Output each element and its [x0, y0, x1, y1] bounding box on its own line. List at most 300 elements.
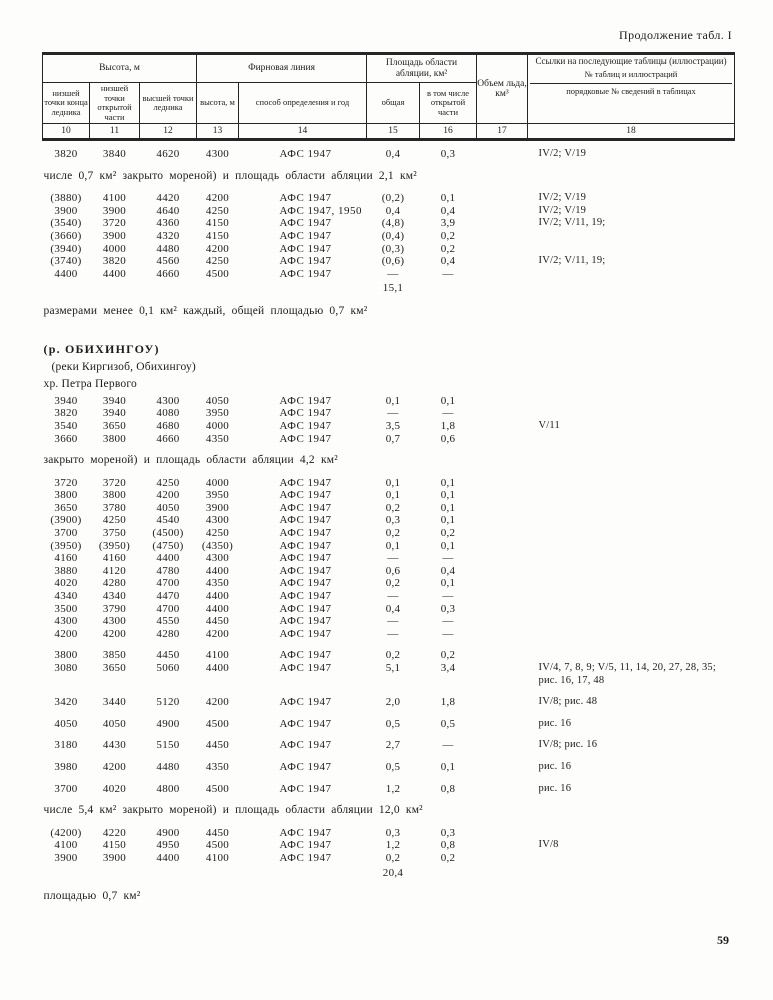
- subheader-firn-height: высота, м: [197, 83, 239, 124]
- cell-col11: 3720: [102, 217, 127, 230]
- cell-col13: 3900: [205, 501, 230, 514]
- cell-col16: 0,1: [440, 760, 456, 773]
- cell-col10: 3820: [54, 148, 78, 160]
- cell-col18: [528, 395, 735, 408]
- cell-col14: АФС 1947: [279, 627, 332, 640]
- cell-col14: АФС 1947: [279, 615, 332, 628]
- cell-col14: АФС 1947: [279, 432, 332, 445]
- cell-col17: [477, 395, 528, 408]
- cell-col12: 5060: [156, 662, 180, 674]
- spacer: [43, 709, 735, 718]
- cell-col14: АФС 1947: [279, 839, 332, 852]
- subheader-method-year: способ определения и год: [239, 83, 367, 124]
- cell-col11: 3900: [102, 851, 127, 864]
- cell-col12: 4480: [156, 760, 180, 773]
- section-subheading: [43, 359, 735, 377]
- cell-col13: 3950: [205, 489, 230, 502]
- spacer-row: [43, 730, 735, 739]
- table-row: [43, 205, 735, 218]
- cell-col18: [528, 407, 735, 420]
- cell-empty: [140, 280, 197, 296]
- cell-col14: АФС 1947: [279, 602, 332, 615]
- cell-col12: 4700: [156, 577, 180, 590]
- section-subheading: (реки Киргизоб, Обихингоу): [51, 360, 196, 373]
- cell-col15: 1,2: [385, 782, 401, 795]
- header-group-firn-line: Фирновая линия: [197, 54, 367, 83]
- cell-empty: [197, 865, 239, 881]
- cell-col18: IV/4, 7, 8, 9; V/5, 11, 14, 20, 27, 28, 35; рис. 16, 17, 48: [538, 662, 716, 686]
- table-row: [43, 192, 735, 205]
- cell-col10: 3500: [54, 602, 78, 615]
- table-body: [43, 140, 735, 913]
- cell-col15: 0,2: [385, 577, 401, 590]
- cell-col16: —: [442, 552, 454, 565]
- cell-col11: 3750: [102, 527, 127, 540]
- cell-col12: 4680: [156, 419, 180, 432]
- spacer: [43, 687, 735, 696]
- cell-col14: АФС 1947: [279, 851, 332, 864]
- table-row: [43, 243, 735, 256]
- spacer-row: [43, 640, 735, 649]
- cell-col11: 4430: [102, 739, 127, 752]
- cell-col15: 0,1: [385, 476, 401, 489]
- cell-col12: 4900: [156, 717, 180, 730]
- cell-col16: 0,1: [440, 192, 456, 205]
- cell-col10: 3540: [54, 419, 78, 432]
- column-number-15: 15: [367, 124, 420, 140]
- cell-col11: 4400: [102, 267, 127, 280]
- cell-col17: [477, 502, 528, 515]
- spacer: [43, 140, 735, 149]
- cell-col12: 4660: [156, 432, 180, 445]
- references-title: Ссылки на последующие таблицы (иллюстрации): [535, 56, 727, 66]
- cell-col15: 0,2: [385, 501, 401, 514]
- cell-col16: —: [442, 739, 454, 752]
- table-row: [43, 839, 735, 852]
- ridge-label: [43, 376, 735, 395]
- cell-col16: 0,4: [440, 204, 456, 217]
- cell-col18: [528, 514, 735, 527]
- cell-col14: АФС 1947: [279, 826, 332, 839]
- cell-col14: АФС 1947: [279, 267, 332, 280]
- cell-col18: [528, 603, 735, 616]
- cell-col10: (4200): [50, 826, 82, 839]
- column-number-13: 13: [197, 124, 239, 140]
- cell-col17: [477, 603, 528, 616]
- cell-col13: 4350: [205, 577, 230, 590]
- cell-col10: 3720: [54, 476, 78, 489]
- cell-col11: 3800: [102, 489, 127, 502]
- table-row: [43, 540, 735, 553]
- cell-col14: АФС 1947: [279, 242, 332, 255]
- cell-col17: [477, 540, 528, 553]
- cell-col14: АФС 1947: [279, 696, 332, 709]
- sum-value: 15,1: [382, 282, 404, 295]
- cell-col11: 4250: [102, 514, 127, 527]
- cell-col16: 0,8: [440, 782, 456, 795]
- cell-col16: 0,6: [440, 432, 456, 445]
- cell-col11: 3780: [102, 501, 127, 514]
- cell-col13: 4050: [205, 394, 230, 407]
- cell-col15: 0,2: [385, 851, 401, 864]
- cell-col12: 5120: [156, 696, 180, 709]
- cell-col15: 0,1: [385, 489, 401, 502]
- cell-empty: [239, 865, 367, 881]
- cell-col10: 3420: [54, 696, 78, 709]
- cell-col18: IV/2; V/19: [538, 148, 587, 159]
- cell-col16: —: [442, 267, 454, 280]
- cell-col11: 4200: [102, 760, 127, 773]
- table-row: [43, 489, 735, 502]
- cell-col13: 4500: [205, 267, 230, 280]
- cell-col18: [528, 628, 735, 641]
- cell-col11: 3440: [102, 696, 127, 709]
- cell-col13: 4300: [205, 552, 230, 565]
- cell-col12: 5150: [156, 739, 180, 752]
- cell-col11: 3940: [102, 407, 127, 420]
- cell-col12: 4470: [156, 590, 180, 603]
- cell-col10: 4400: [54, 267, 78, 280]
- spacer: [43, 730, 735, 739]
- cell-col10: (3950): [50, 539, 82, 552]
- cell-col12: 4780: [156, 564, 180, 577]
- cell-col14: АФС 1947: [279, 217, 332, 230]
- column-number-10: 10: [43, 124, 90, 140]
- cell-col12: 4400: [156, 851, 180, 864]
- cell-col13: 4150: [205, 229, 230, 242]
- note-text: числе 5,4 км² закрыто мореной) и площадь области абляции 12,0 км²: [43, 804, 423, 817]
- table-row: [43, 649, 735, 662]
- cell-col10: 4300: [54, 615, 78, 628]
- spacer-row: [43, 774, 735, 783]
- note-text: [43, 445, 735, 477]
- cell-col10: (3880): [50, 192, 82, 205]
- cell-col17: [477, 718, 528, 731]
- cell-col17: [477, 217, 528, 230]
- cell-col15: (0,3): [381, 242, 405, 255]
- cell-col14: АФС 1947: [279, 552, 332, 565]
- cell-col10: 3880: [54, 564, 78, 577]
- cell-col17: [477, 514, 528, 527]
- cell-col14: АФС 1947: [279, 192, 332, 205]
- cell-col15: 0,7: [385, 432, 401, 445]
- cell-empty: [528, 280, 735, 296]
- cell-col18: [528, 540, 735, 553]
- cell-col14: АФС 1947: [279, 739, 332, 752]
- cell-col11: 4150: [102, 839, 127, 852]
- table-row: [43, 217, 735, 230]
- cell-col12: 4700: [156, 602, 180, 615]
- glaciers-table: [42, 52, 735, 912]
- cell-col16: 0,5: [440, 717, 456, 730]
- table-row: [43, 552, 735, 565]
- table-row: [43, 502, 735, 515]
- sum-row: [43, 865, 735, 881]
- references-subtitle-ordinals: порядковые № сведений в таблицах: [566, 85, 696, 96]
- cell-col16: —: [442, 627, 454, 640]
- cell-col15: 0,4: [385, 204, 401, 217]
- cell-col15: 0,5: [385, 760, 401, 773]
- cell-empty: [90, 280, 140, 296]
- cell-col14: АФС 1947: [279, 782, 332, 795]
- cell-col18: IV/8; рис. 48: [538, 696, 598, 708]
- table-row: [43, 268, 735, 281]
- cell-col10: (3540): [50, 217, 82, 230]
- cell-col18: IV/2; V/19: [538, 204, 587, 216]
- cell-col18: IV/8: [538, 839, 559, 851]
- cell-col16: —: [442, 615, 454, 628]
- table-row: [43, 783, 735, 796]
- cell-col12: 4900: [156, 826, 180, 839]
- cell-col16: 0,1: [440, 514, 456, 527]
- cell-col11: 4120: [102, 564, 127, 577]
- cell-col12: (4750): [152, 539, 184, 552]
- cell-col12: 4450: [156, 649, 180, 662]
- cell-col10: 3900: [54, 204, 78, 217]
- cell-col10: 4160: [54, 552, 78, 565]
- cell-col13: 4350: [205, 760, 230, 773]
- cell-col17: [477, 407, 528, 420]
- cell-col16: 0,2: [440, 229, 456, 242]
- cell-col10: 3650: [54, 501, 78, 514]
- cell-empty: [477, 280, 528, 296]
- cell-col18: [528, 615, 735, 628]
- cell-empty: [43, 865, 90, 881]
- cell-col18: рис. 16: [538, 717, 572, 729]
- cell-col16: 0,1: [440, 577, 456, 590]
- cell-col18: [528, 590, 735, 603]
- cell-col13: 4450: [205, 615, 230, 628]
- cell-col14: АФС 1947: [279, 501, 332, 514]
- table-row: [43, 407, 735, 420]
- cell-col15: 0,3: [385, 826, 401, 839]
- cell-col17: [477, 628, 528, 641]
- cell-col12: 4080: [156, 407, 180, 420]
- cell-col11: 3720: [102, 476, 127, 489]
- spacer: [43, 774, 735, 783]
- cell-col14: АФС 1947: [279, 255, 332, 268]
- spacer-row: [43, 140, 735, 149]
- table-row: [43, 433, 735, 446]
- cell-col15: 1,2: [385, 839, 401, 852]
- cell-col17: [477, 205, 528, 218]
- cell-col15: 0,1: [385, 394, 401, 407]
- cell-col17: [477, 148, 528, 161]
- cell-col16: 0,2: [440, 649, 456, 662]
- cell-col17: [477, 696, 528, 709]
- table-row: [43, 662, 735, 687]
- cell-col18: [528, 433, 735, 446]
- cell-col11: 4160: [102, 552, 127, 565]
- cell-col18: [528, 230, 735, 243]
- column-number-12: 12: [140, 124, 197, 140]
- cell-col10: 3180: [54, 739, 78, 752]
- cell-col15: 2,7: [385, 739, 401, 752]
- cell-col12: 4550: [156, 615, 180, 628]
- column-number-16: 16: [420, 124, 477, 140]
- spacer: [43, 752, 735, 761]
- cell-col17: [477, 739, 528, 752]
- spacer-row: [43, 709, 735, 718]
- continuation-label: Продолжение табл. I: [619, 28, 732, 42]
- page-content: [42, 0, 734, 912]
- table-row: [43, 718, 735, 731]
- subheader-lowest-point-end: низшей точки конца ледника: [43, 83, 90, 124]
- cell-col13: 4200: [205, 627, 230, 640]
- cell-col17: [477, 552, 528, 565]
- cell-col14: АФС 1947: [279, 476, 332, 489]
- cell-col13: 4450: [205, 826, 230, 839]
- cell-col15: 3,5: [385, 419, 401, 432]
- cell-col10: 4100: [54, 839, 78, 852]
- cell-col17: [477, 649, 528, 662]
- cell-col16: 0,2: [440, 851, 456, 864]
- cell-col11: 4300: [102, 615, 127, 628]
- cell-col14: АФС 1947: [279, 760, 332, 773]
- cell-col18: [528, 577, 735, 590]
- cell-col15: —: [387, 407, 399, 420]
- cell-col18: IV/8; рис. 16: [538, 739, 598, 751]
- cell-empty: [197, 280, 239, 296]
- cell-col12: 4560: [156, 255, 180, 268]
- cell-empty: [420, 865, 477, 881]
- cell-empty: [140, 865, 197, 881]
- cell-col10: 3940: [54, 394, 78, 407]
- cell-col15: (4,8): [381, 217, 405, 230]
- cell-col10: (3660): [50, 229, 82, 242]
- cell-col10: 4340: [54, 590, 78, 603]
- cell-col16: 0,1: [440, 394, 456, 407]
- cell-col18: рис. 16: [538, 760, 572, 772]
- cell-col17: [477, 827, 528, 840]
- cell-col14: АФС 1947: [279, 527, 332, 540]
- cell-col16: 0,2: [440, 527, 456, 540]
- cell-col17: [477, 255, 528, 268]
- cell-col13: 4200: [205, 242, 230, 255]
- cell-col10: 3980: [54, 760, 78, 773]
- header-group-row: [43, 54, 735, 83]
- cell-col16: 0,3: [440, 826, 456, 839]
- table-header: [43, 54, 735, 140]
- cell-col16: 0,2: [440, 242, 456, 255]
- note-text: [43, 296, 735, 328]
- cell-col18: [528, 565, 735, 578]
- cell-col15: (0,2): [381, 192, 405, 205]
- table-row: [43, 603, 735, 616]
- cell-col12: 4420: [156, 192, 180, 205]
- cell-col11: 4050: [102, 717, 127, 730]
- sum-value: 20,4: [382, 866, 404, 879]
- header-group-ablation-area: Площадь области абляции, км²: [367, 54, 477, 83]
- cell-col13: 4000: [205, 476, 230, 489]
- cell-col13: 4100: [205, 851, 230, 864]
- section-heading: (р. ОБИХИНГОУ): [43, 341, 160, 356]
- cell-col10: 3700: [54, 527, 78, 540]
- cell-col13: 4400: [205, 590, 230, 603]
- table-row: [43, 577, 735, 590]
- cell-col17: [477, 268, 528, 281]
- cell-col16: 0,1: [440, 476, 456, 489]
- cell-col10: 4050: [54, 717, 78, 730]
- cell-col18: [528, 527, 735, 540]
- cell-empty: [477, 865, 528, 881]
- cell-col12: 4320: [156, 229, 180, 242]
- cell-col17: [477, 489, 528, 502]
- cell-col11: 4100: [102, 192, 127, 205]
- cell-col17: [477, 420, 528, 433]
- cell-col15: —: [387, 267, 399, 280]
- cell-col12: 4400: [156, 552, 180, 565]
- cell-col15: (0,6): [381, 255, 405, 268]
- sum-row: [43, 280, 735, 296]
- table-row: [43, 514, 735, 527]
- subheader-open-part: в том числе открытой части: [420, 83, 477, 124]
- cell-empty: [43, 280, 90, 296]
- table-row: [43, 255, 735, 268]
- cell-col12: 4360: [156, 217, 180, 230]
- table-row: [43, 477, 735, 490]
- cell-col13: 4400: [205, 662, 230, 674]
- cell-col15: 0,2: [385, 527, 401, 540]
- cell-col15: —: [387, 590, 399, 603]
- note-text: [43, 795, 735, 827]
- cell-col17: [477, 433, 528, 446]
- cell-col10: 3800: [54, 649, 78, 662]
- cell-col11: 4340: [102, 590, 127, 603]
- cell-col18: V/11: [538, 419, 560, 431]
- note-text: [43, 161, 735, 193]
- subheader-lowest-point-open: низшей точки открытой части: [90, 83, 140, 124]
- subheader-total: общая: [367, 83, 420, 124]
- cell-col11: 4020: [102, 782, 127, 795]
- cell-col16: 1,8: [440, 696, 456, 709]
- cell-col13: 4500: [205, 782, 230, 795]
- cell-col16: 0,1: [440, 489, 456, 502]
- cell-empty: [420, 280, 477, 296]
- header-references: [528, 54, 735, 124]
- cell-col10: (3740): [50, 255, 82, 268]
- cell-col12: 4950: [156, 839, 180, 852]
- cell-col18: [528, 268, 735, 281]
- cell-col13: 4400: [205, 564, 230, 577]
- cell-col13: 4400: [205, 602, 230, 615]
- cell-col13: 4350: [205, 432, 230, 445]
- cell-col18: [528, 827, 735, 840]
- table-row: [43, 590, 735, 603]
- cell-col18: [528, 852, 735, 865]
- cell-col11: 3790: [102, 602, 127, 615]
- cell-col13: 4250: [205, 255, 230, 268]
- cell-col17: [477, 230, 528, 243]
- note-text: размерами менее 0,1 км² каждый, общей площадью 0,7 км²: [43, 305, 368, 318]
- note-text: площадью 0,7 км²: [43, 889, 141, 902]
- cell-col12: 4480: [156, 242, 180, 255]
- table-row: [43, 761, 735, 774]
- cell-col14: АФС 1947: [279, 539, 332, 552]
- header-numbers-row: [43, 124, 735, 140]
- table-row: [43, 148, 735, 161]
- cell-col17: [477, 577, 528, 590]
- cell-col12: 4660: [156, 267, 180, 280]
- cell-col17: [477, 783, 528, 796]
- note-text: закрыто мореной) и площадь области абляции 4,2 км²: [43, 454, 338, 467]
- cell-col11: 4200: [102, 627, 127, 640]
- cell-col11: 3650: [102, 662, 127, 674]
- cell-col11: 3900: [102, 204, 127, 217]
- cell-col16: 3,9: [440, 217, 456, 230]
- cell-empty: [90, 865, 140, 881]
- cell-col17: [477, 527, 528, 540]
